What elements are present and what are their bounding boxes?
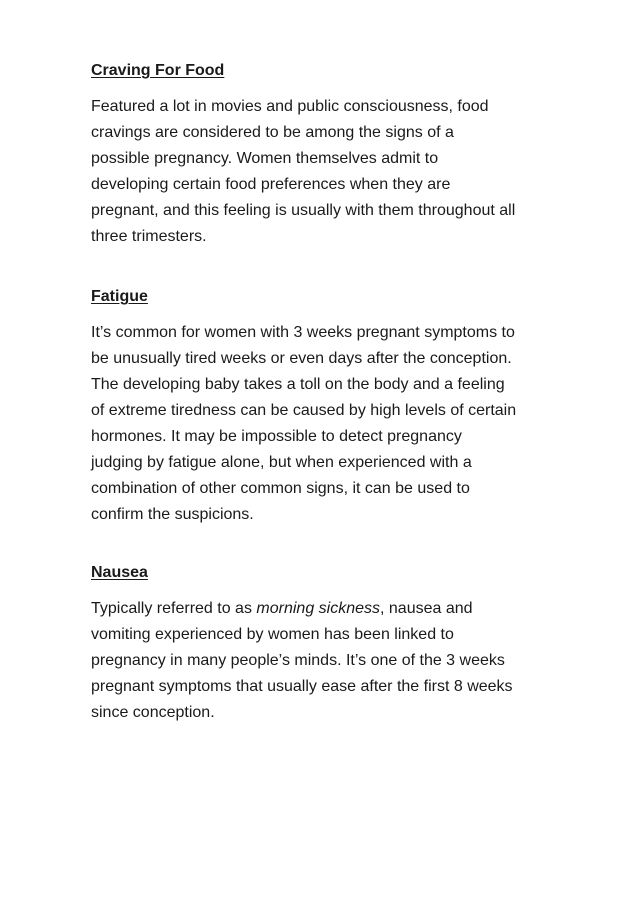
- text-run: , nausea and: [380, 600, 473, 617]
- paragraph-line: developing certain food preferences when they are: [91, 176, 451, 193]
- paragraph-line: of extreme tiredness can be caused by high levels of certain: [91, 402, 517, 419]
- paragraph-line: hormones. It may be impossible to detect pregnancy: [91, 428, 462, 445]
- paragraph-line: confirm the suspicions.: [91, 506, 254, 523]
- italic-term: morning sickness: [256, 600, 381, 617]
- paragraph-fatigue: [91, 320, 516, 528]
- paragraph-line: cravings are considered to be among the signs of a: [91, 124, 454, 141]
- paragraph-line: since conception.: [91, 704, 215, 721]
- section-heading-fatigue: Fatigue: [91, 288, 148, 305]
- paragraph-line: be unusually tired weeks or even days after the conception.: [91, 350, 512, 367]
- section-heading-craving: Craving For Food: [91, 62, 225, 79]
- section-nausea: [91, 560, 513, 721]
- section-fatigue: [91, 284, 517, 523]
- section-craving-for-food: [91, 58, 516, 245]
- paragraph-line: judging by fatigue alone, but when experienced with a: [91, 454, 472, 471]
- section-heading-nausea: Nausea: [91, 564, 148, 581]
- paragraph-nausea: [91, 596, 513, 726]
- paragraph-line: Featured a lot in movies and public consciousness, food: [91, 98, 489, 115]
- paragraph-line: combination of other common signs, it can be used to: [91, 480, 470, 497]
- paragraph-line: The developing baby takes a toll on the body and a feeling: [91, 376, 505, 393]
- paragraph-line: three trimesters.: [91, 228, 207, 245]
- paragraph-line: vomiting experienced by women has been linked to: [91, 626, 454, 643]
- paragraph-line: [91, 596, 513, 622]
- paragraph-craving: [91, 94, 515, 250]
- paragraph-line: pregnant, and this feeling is usually with them throughout all: [91, 202, 516, 219]
- paragraph-line: pregnancy in many people’s minds. It’s one of the 3 weeks: [91, 652, 505, 669]
- paragraph-line: pregnant symptoms that usually ease after the first 8 weeks: [91, 678, 513, 695]
- paragraph-line: possible pregnancy. Women themselves admit to: [91, 150, 439, 167]
- paragraph-line: It’s common for women with 3 weeks pregnant symptoms to: [91, 324, 515, 341]
- text-run: Typically referred to as: [91, 600, 257, 617]
